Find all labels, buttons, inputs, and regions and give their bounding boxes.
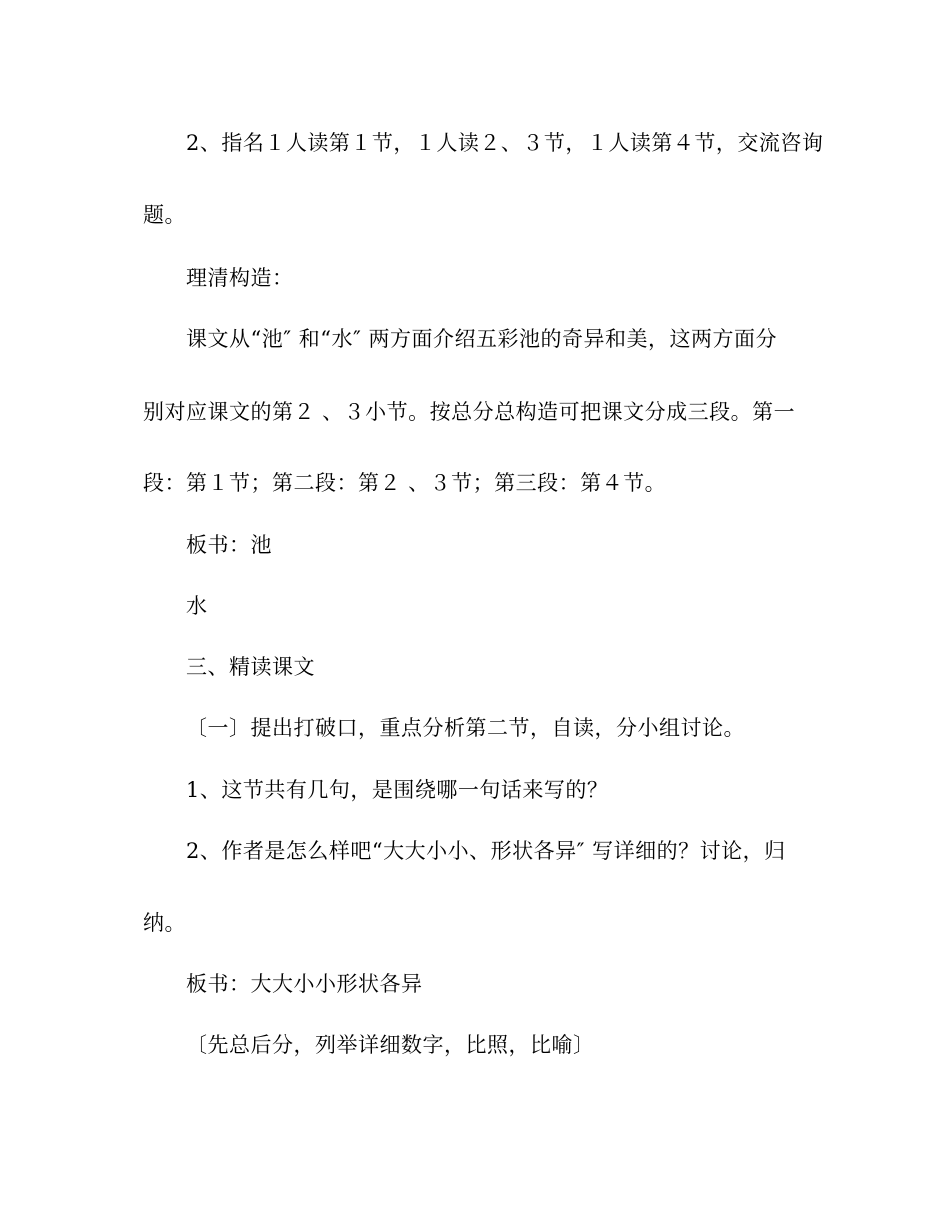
paragraph-reading-assignment-cont: 题。 bbox=[143, 203, 186, 227]
paragraph-structure-3: 段：第１节；第二段：第２ 、３节；第三段：第４节。 bbox=[143, 471, 667, 495]
heading-structure: 理清构造： bbox=[186, 266, 294, 290]
board-note-pool: 板书：池 bbox=[186, 533, 272, 557]
question-1: 1、这节共有几句，是围绕哪一句话来写的？ bbox=[186, 778, 609, 802]
board-note-shapes: 板书：大大小小形状各异 bbox=[186, 972, 423, 996]
paragraph-breakthrough: 〔一〕提出打破口，重点分析第二节，自读，分小组讨论。 bbox=[186, 716, 745, 740]
question-2-cont: 纳。 bbox=[143, 911, 186, 935]
section-heading-close-reading: 三、精读课文 bbox=[186, 655, 315, 679]
question-2: 2、作者是怎么样吧“大大小小、形状各异″ 写详细的？讨论，归 bbox=[186, 839, 786, 863]
paragraph-reading-assignment: 2、指名１人读第１节，１人读２、３节，１人读第４节，交流咨询 bbox=[186, 131, 824, 155]
paragraph-structure-1: 课文从“池″ 和“水″ 两方面介绍五彩池的奇异和美，这两方面分 bbox=[186, 327, 778, 351]
method-note: 〔先总后分，列举详细数字，比照，比喻〕 bbox=[186, 1033, 595, 1057]
board-note-water: 水 bbox=[186, 594, 208, 618]
paragraph-structure-2: 别对应课文的第２ 、３小节。按总分总构造可把课文分成三段。第一 bbox=[143, 400, 796, 424]
